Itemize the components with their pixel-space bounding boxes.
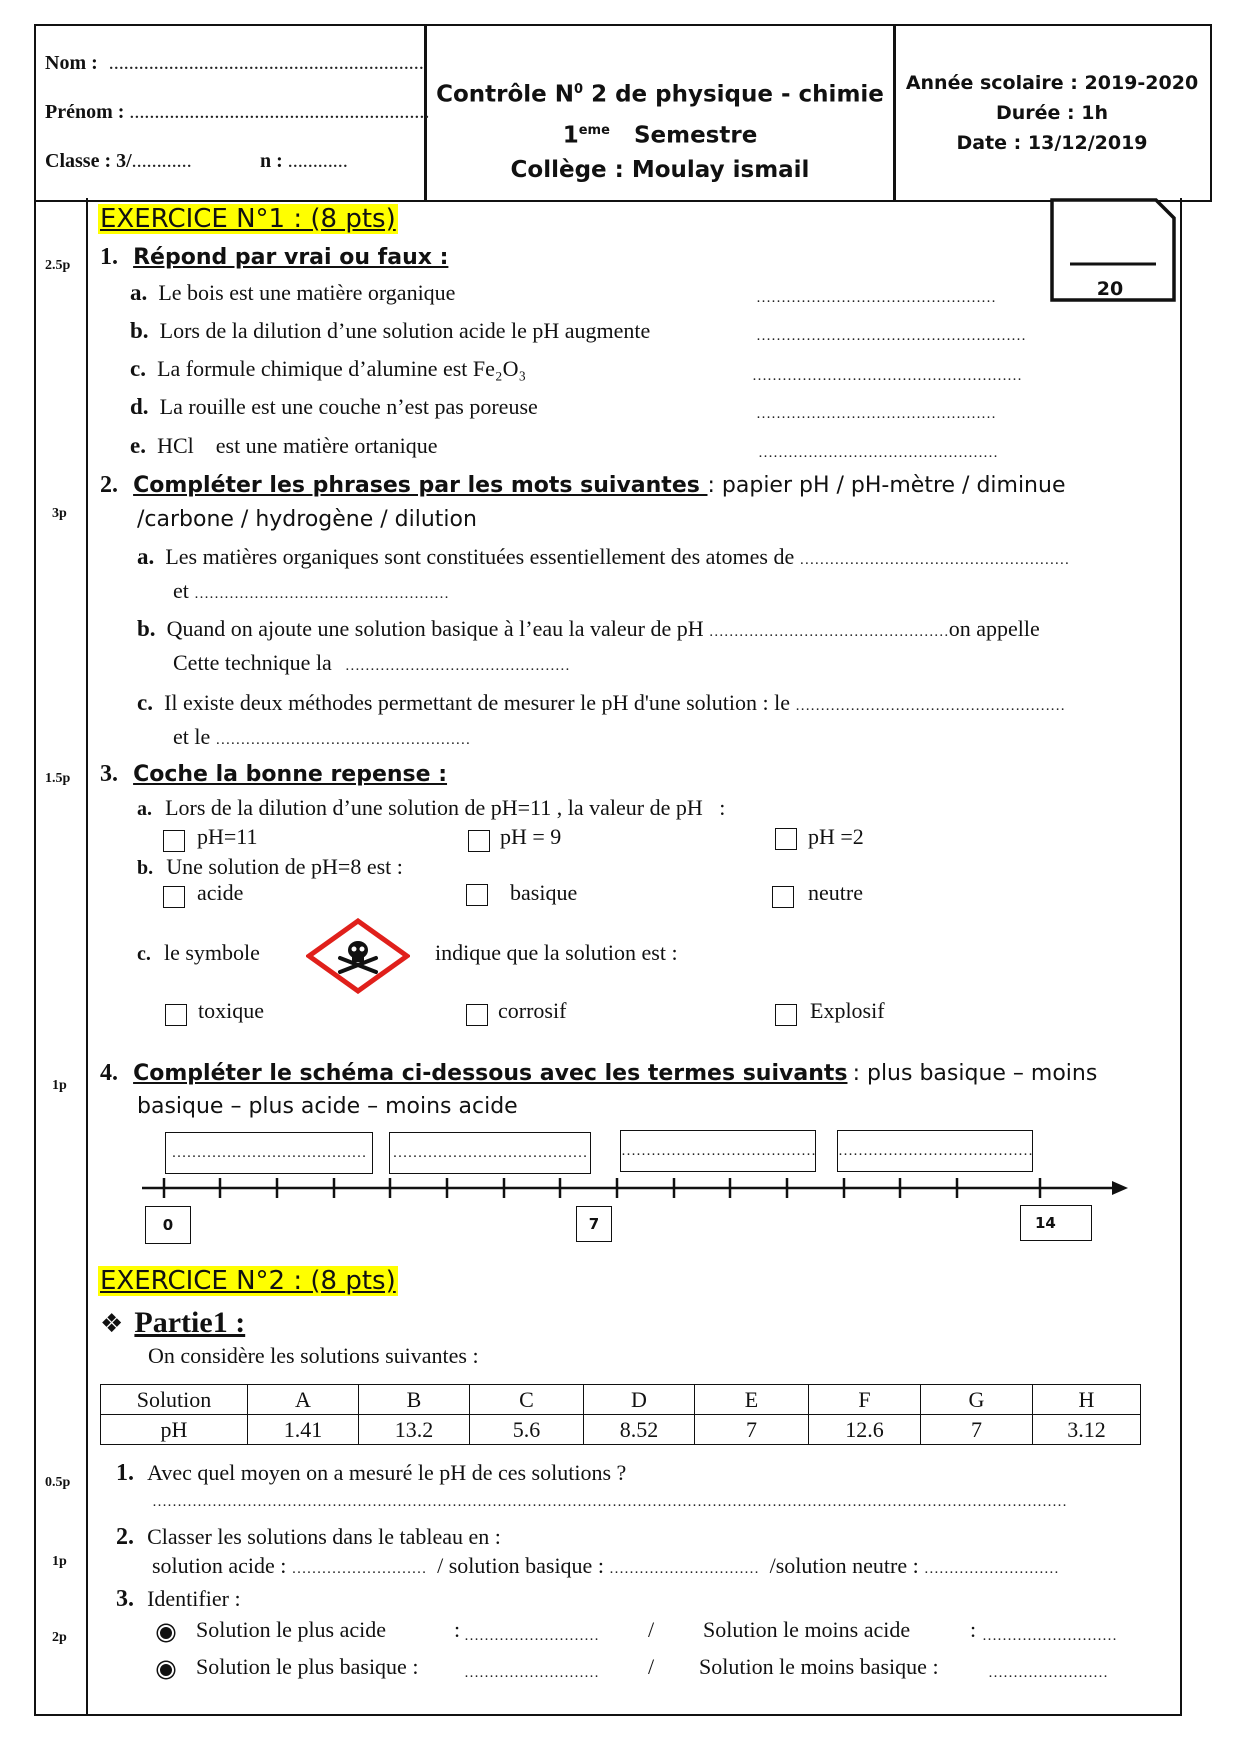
points-q4: 1p <box>52 1078 67 1093</box>
ph-scale-label-7: 7 <box>576 1206 612 1242</box>
ex2-q2: 2. Classer les solutions dans le tableau en : <box>116 1524 501 1550</box>
ph-scale-blank-3[interactable]: ………………………………… <box>620 1130 816 1172</box>
ex1-q2-b-blank2[interactable]: ……………………………………… <box>344 658 570 674</box>
ph-table-header-row <box>101 1385 1141 1415</box>
table-cell: E <box>695 1385 809 1415</box>
ex1-title: EXERCICE N°1 : (8 pts) <box>100 204 396 234</box>
margin-divider <box>86 198 88 1716</box>
table-cell: 7 <box>921 1415 1033 1445</box>
ex1-q2-c-blank2[interactable]: …………………………………………… <box>215 732 471 748</box>
score-total: 20 <box>1096 278 1124 300</box>
option-q3c-corrosif: corrosif <box>498 998 567 1023</box>
option-q3b-acide: acide <box>197 880 244 905</box>
ex1-q1-answer-d[interactable]: ………………………………………… <box>756 406 996 422</box>
slash-separator: / <box>648 1654 655 1679</box>
table-cell: 8.52 <box>584 1415 695 1445</box>
body-right-border <box>1180 198 1182 1716</box>
ex1-q2-item-a-line2: et …………………………………………… <box>173 578 449 603</box>
checkbox-q3c-toxique[interactable] <box>165 1004 187 1026</box>
ex2-q3-least-acid-colon: : <box>970 1617 977 1642</box>
ex2-intro: On considère les solutions suivantes : <box>148 1343 479 1368</box>
option-q3b-neutre: neutre <box>808 880 863 905</box>
checkbox-q3a-ph2[interactable] <box>775 828 797 850</box>
ex1-q1-item-c: c. La formule chimique d’alumine est Fe₂O₃ <box>130 356 527 381</box>
table-cell: 13.2 <box>359 1415 470 1445</box>
ex1-q1-item-e: e. HCl est une matière ortanique <box>130 433 438 458</box>
ex1-q4-heading: 4. Compléter le schéma ci-dessous avec les termes suivants : plus basique – moins <box>100 1060 1098 1086</box>
ex1-q2-item-b-line2: Cette technique la ……………………………………… <box>173 650 570 675</box>
ph-scale-label-14: 14 <box>1020 1205 1092 1241</box>
ex2-q3-least-acid-blank[interactable]: ……………………… <box>982 1628 1117 1644</box>
table-cell: 5.6 <box>470 1415 584 1445</box>
option-q3b-basique: basique <box>510 880 578 905</box>
ph-scale-label-0: 0 <box>145 1206 191 1244</box>
ex1-q1-heading: 1. Répond par vrai ou faux : <box>100 244 449 270</box>
ex1-q2-item-b: b. Quand on ajoute une solution basique à l’eau la valeur de pH …………………………………………on appelle <box>137 616 1040 641</box>
ex1-q3-item-b: b. Une solution de pH=8 est : <box>137 854 403 879</box>
points-ex2-q2: 1p <box>52 1554 67 1569</box>
exam-title-line2: 1eme Semestre <box>562 122 758 149</box>
ph-scale-axis <box>140 1168 1130 1208</box>
ex2-q3: 3. Identifier : <box>116 1586 241 1612</box>
ex1-q2-c-blank1[interactable]: ……………………………………………… <box>795 698 1066 714</box>
ex1-q1-item-a: a. Le bois est une matière organique <box>130 280 456 305</box>
ex1-q1-answer-b[interactable]: ……………………………………………… <box>756 328 1026 344</box>
table-cell: 1.41 <box>248 1415 359 1445</box>
ex1-q3-c-text-after: indique que la solution est : <box>435 940 678 965</box>
ex2-q3-most-acid-colon: : <box>454 1617 461 1642</box>
checkbox-q3c-explosif[interactable] <box>775 1004 797 1026</box>
ex2-q2-neutre-blank[interactable]: ……………………… <box>923 1561 1059 1577</box>
ph-scale-blank-4[interactable]: ………………………………… <box>837 1130 1033 1172</box>
header-divider-2 <box>893 24 896 200</box>
ph-table <box>100 1384 1141 1445</box>
exam-date: Date : 13/12/2019 <box>956 132 1148 154</box>
duration: Durée : 1h <box>995 102 1108 124</box>
ex2-q2-line2: solution acide : ……………………… / solution basique : ………………………… /solution neutre : ……………………… <box>152 1553 1059 1578</box>
ex2-partie-heading: ❖ Partie1 : <box>100 1306 246 1339</box>
points-ex2-q3: 2p <box>52 1630 67 1645</box>
ex1-q3-heading: 3. Coche la bonne repense : <box>100 761 448 787</box>
table-cell: pH <box>101 1415 248 1445</box>
table-cell: G <box>921 1385 1033 1415</box>
exam-title-line3: Collège : Moulay ismail <box>510 157 810 184</box>
checkbox-q3c-corrosif[interactable] <box>466 1004 488 1026</box>
exam-info <box>897 68 1207 158</box>
checkbox-q3a-ph11[interactable] <box>163 830 185 852</box>
exam-title-line1: Contrôle $N^0$ 2 de physique - chimie <box>436 81 884 108</box>
ex1-q2-item-c-line2: et le …………………………………………… <box>173 724 471 749</box>
ex2-q1: 1. Avec quel moyen on a mesuré le pH de ces solutions ? <box>116 1460 627 1486</box>
ex1-q2-a-blank2[interactable]: …………………………………………… <box>193 586 449 602</box>
table-cell: F <box>809 1385 921 1415</box>
points-q3: 1.5p <box>45 771 71 786</box>
ex2-q3-most-acid-blank[interactable]: ……………………… <box>464 1628 599 1644</box>
ex1-q2-wordlist: /carbone / hydrogène / dilution <box>137 507 477 532</box>
numero-field[interactable]: n : ………… <box>260 150 348 172</box>
ex1-q1-answer-a[interactable]: ………………………………………… <box>756 290 996 306</box>
option-q3c-explosif: Explosif <box>810 998 885 1023</box>
ex1-q4-wordlist: basique – plus acide – moins acide <box>137 1094 518 1119</box>
ph-scale-blank-1[interactable]: ………………………………… <box>165 1132 373 1174</box>
option-q3a-ph11: pH=11 <box>197 824 258 849</box>
table-cell: A <box>248 1385 359 1415</box>
ex1-q1-answer-c[interactable]: ……………………………………………… <box>752 368 1022 384</box>
slash-separator: / <box>648 1617 655 1642</box>
bullet-icon <box>160 1664 172 1676</box>
option-q3a-ph2: pH =2 <box>808 824 864 849</box>
ex2-title: EXERCICE N°2 : (8 pts) <box>100 1266 396 1296</box>
ex1-q1-item-d: d. La rouille est une couche n’est pas poreuse <box>130 394 538 419</box>
option-q3a-ph9: pH = 9 <box>500 824 562 849</box>
body-left-border <box>34 198 36 1716</box>
ex1-q3-item-c: c. le symbole <box>137 940 260 965</box>
ex1-q3-item-a: a. Lors de la dilution d’une solution de pH=11 , la valeur de pH : <box>137 795 726 820</box>
table-cell: 7 <box>695 1415 809 1445</box>
ex2-q3-most-acid-label: Solution le plus acide <box>196 1617 387 1642</box>
prenom-field[interactable]: Prénom : …………………………………………………… <box>45 101 430 123</box>
ex2-q3-most-basic-blank[interactable]: ……………………… <box>464 1665 599 1681</box>
checkbox-q3b-basique[interactable] <box>466 884 488 906</box>
table-cell: H <box>1033 1385 1141 1415</box>
ex2-q3-least-acid-label: Solution le moins acide <box>703 1617 911 1642</box>
ph-scale-blank-2[interactable]: ………………………………… <box>389 1132 591 1174</box>
ex2-q2-basique-blank[interactable]: ………………………… <box>609 1561 760 1577</box>
ex2-q3-least-basic-label: Solution le moins basique : <box>699 1654 939 1679</box>
checkbox-q3a-ph9[interactable] <box>468 830 490 852</box>
ex1-q1-answer-e[interactable]: ………………………………………… <box>758 445 998 461</box>
points-q2: 3p <box>52 506 67 521</box>
bullet-icon <box>160 1627 172 1639</box>
points-ex2-q1: 0.5p <box>45 1475 71 1490</box>
toxic-hazard-icon <box>306 918 410 994</box>
ex2-q2-acide-blank[interactable]: ……………………… <box>291 1561 427 1577</box>
table-cell: B <box>359 1385 470 1415</box>
ex1-q2-item-a: a. Les matières organiques sont constituées essentiellement des atomes de ……………………………………………… <box>137 544 1070 569</box>
ex2-q1-answer[interactable]: ………………………………………………………………………………………………………………………………………………………………… <box>152 1494 1067 1510</box>
table-cell: C <box>470 1385 584 1415</box>
ex1-q2-b-blank1[interactable]: ………………………………………… <box>708 624 949 640</box>
diamond-bullet-icon: ❖ <box>100 1309 124 1339</box>
ex1-q2-a-blank1[interactable]: ……………………………………………… <box>799 552 1070 568</box>
table-cell: D <box>584 1385 695 1415</box>
table-cell: Solution <box>101 1385 248 1415</box>
points-q1: 2.5p <box>45 258 71 273</box>
classe-field[interactable]: Classe : 3/………… <box>45 150 192 172</box>
ex2-q3-most-basic-label: Solution le plus basique : <box>196 1654 419 1679</box>
checkbox-q3b-neutre[interactable] <box>772 886 794 908</box>
exam-title <box>428 72 892 188</box>
checkbox-q3b-acide[interactable] <box>163 886 185 908</box>
ex1-q1-item-b: b. Lors de la dilution d’une solution acide le pH augmente <box>130 318 651 343</box>
option-q3c-toxique: toxique <box>198 998 264 1023</box>
ex2-q3-least-basic-blank[interactable]: …………………… <box>988 1665 1108 1681</box>
school-year: Année scolaire : 2019-2020 <box>905 72 1199 94</box>
ph-table-value-row <box>101 1415 1141 1445</box>
body-bottom-border <box>34 1714 1182 1716</box>
ex1-q2-heading: 2. Compléter les phrases par les mots suivantes : papier pH / pH-mètre / diminue <box>100 472 1066 498</box>
table-cell: 12.6 <box>809 1415 921 1445</box>
table-cell: 3.12 <box>1033 1415 1141 1445</box>
nom-field[interactable]: Nom : ……………………………………………………… <box>45 52 424 74</box>
ex1-q2-item-c: c. Il existe deux méthodes permettant de mesurer le pH d'une solution : le ……………………………………………… <box>137 690 1066 715</box>
